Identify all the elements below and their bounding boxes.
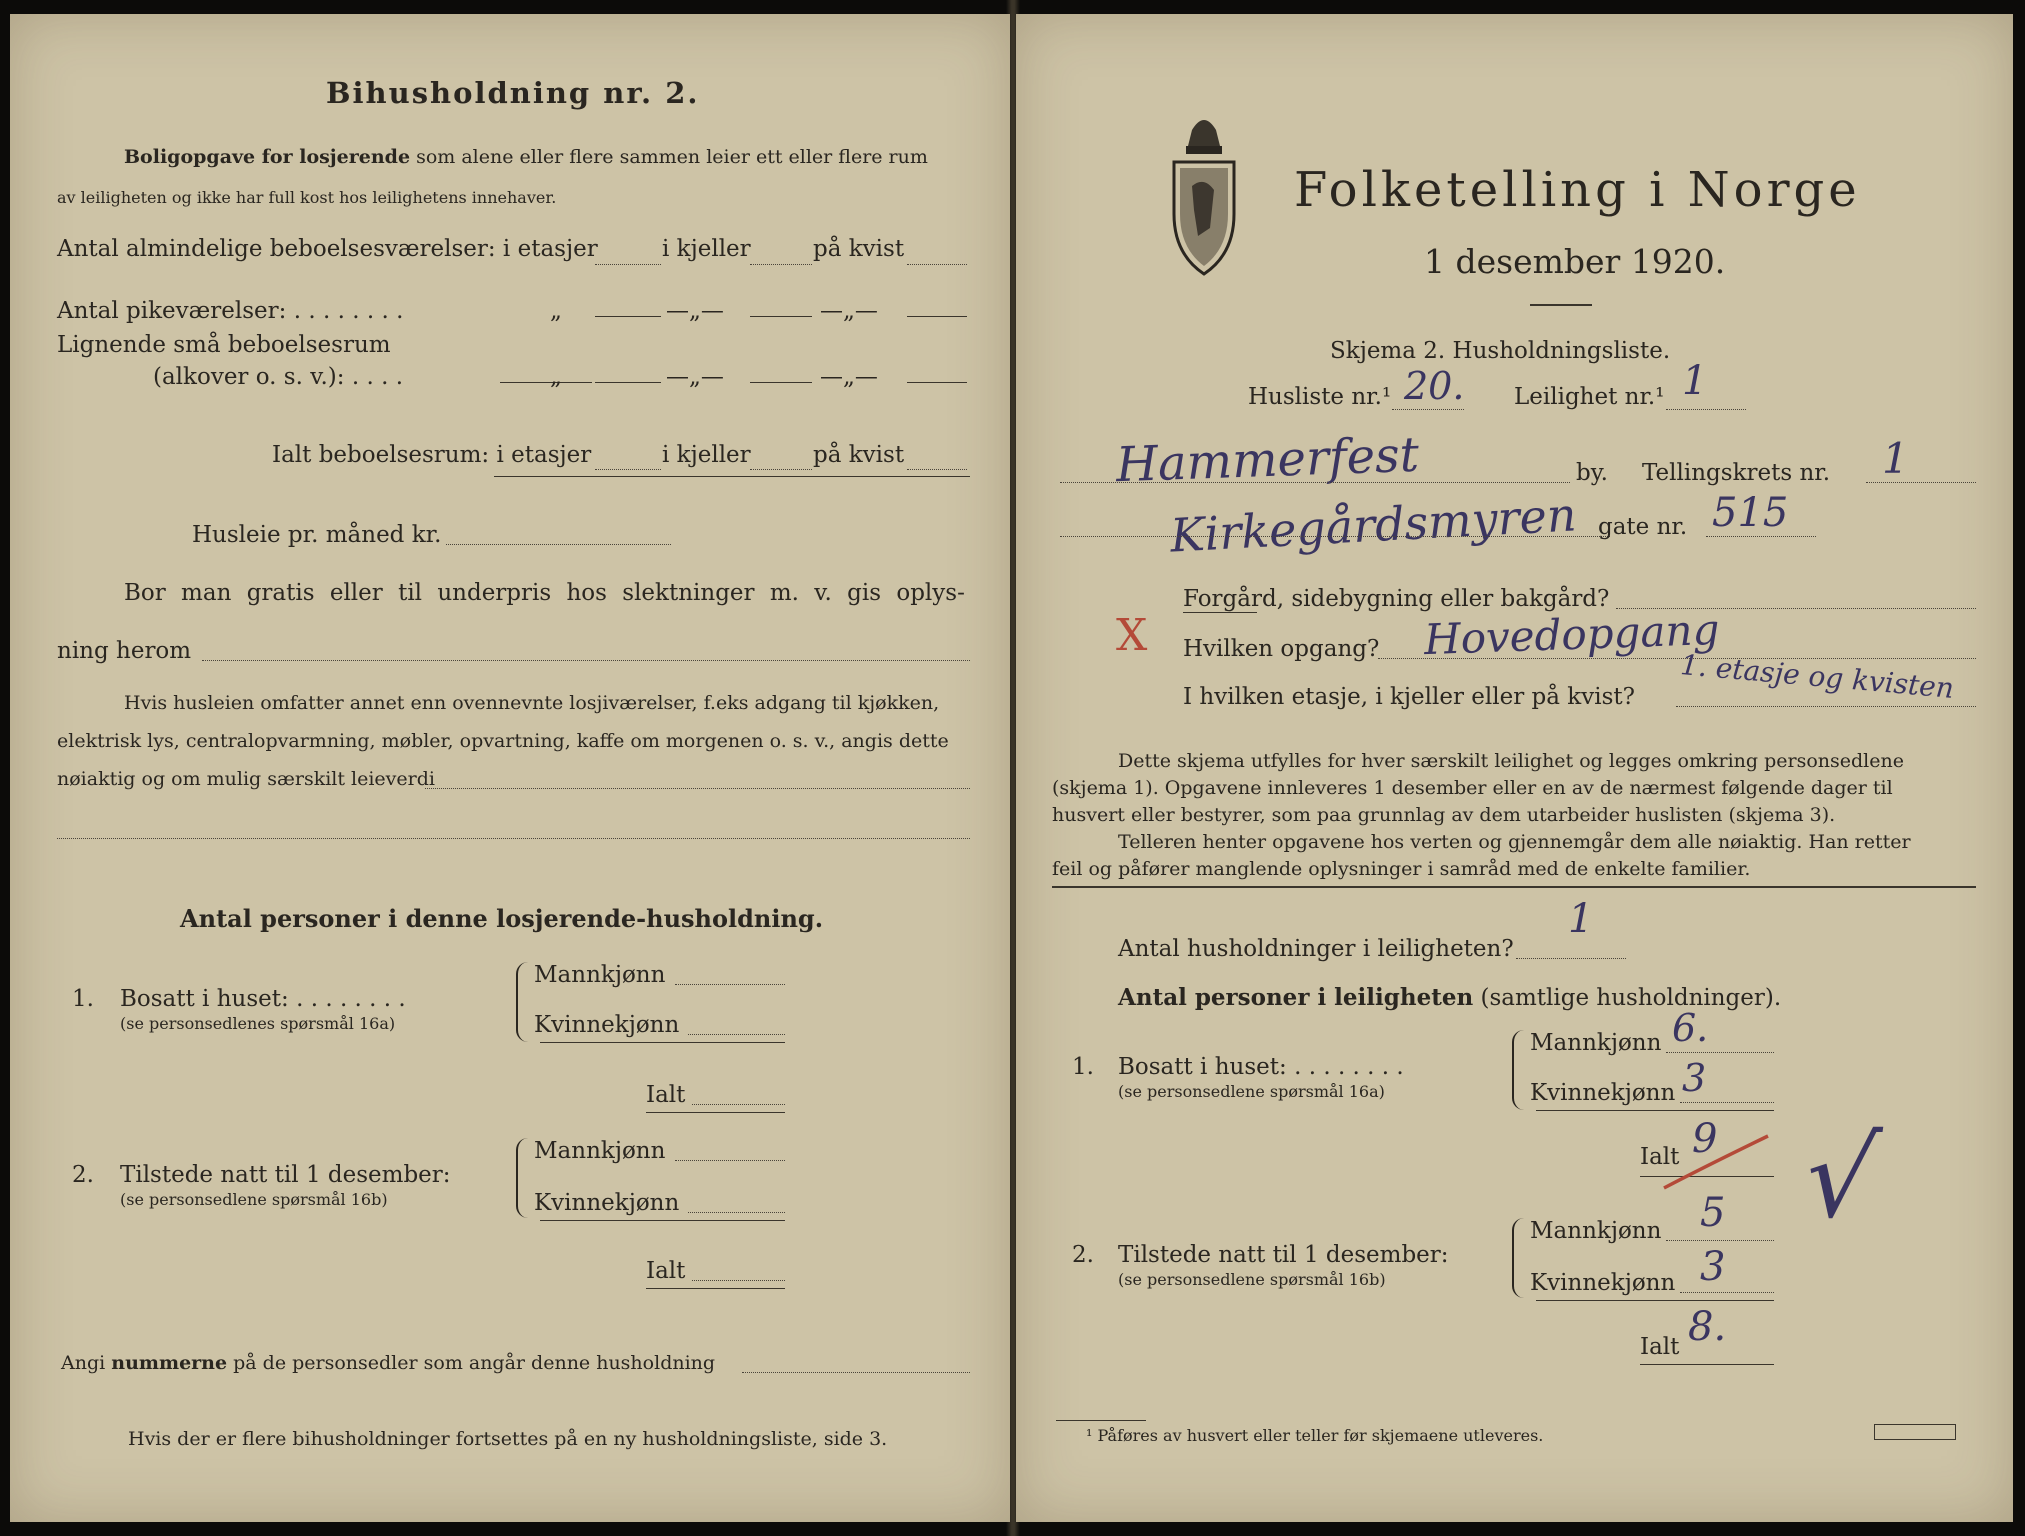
- left-antal-personer-heading: Antal personer i denne losjerende-husholdning.: [180, 904, 824, 933]
- hvis-para-3: nøiaktig og om mulig særskilt leieverdi: [57, 768, 435, 790]
- angi-field[interactable]: [742, 1372, 970, 1373]
- right-q1-kvinne-value: 3: [1682, 1056, 1707, 1100]
- angi-line: [61, 1352, 715, 1374]
- gate-nr-field[interactable]: [1706, 536, 1816, 537]
- left-q1-ialt-label: Ialt: [646, 1082, 686, 1108]
- right-q2-label: Tilstede natt til 1 desember:: [1118, 1242, 1449, 1268]
- right-q2-brace: [1512, 1218, 1524, 1298]
- extra-field[interactable]: [57, 838, 970, 839]
- forgaard-label: Forgård, sidebygning eller bakgård?: [1183, 586, 1610, 612]
- left-q1-sum-line: [540, 1042, 785, 1043]
- right-q1-num: 1.: [1072, 1054, 1094, 1080]
- instr-2: (skjema 1). Opgavene innleveres 1 desember eller en av de nærmest følgende dager til: [1052, 777, 1893, 799]
- by-field[interactable]: [1060, 482, 1570, 483]
- left-q2-kvinne-label: Kvinnekjønn: [534, 1190, 680, 1216]
- left-q1-ialt-field[interactable]: [692, 1104, 785, 1105]
- left-q1-mann-field[interactable]: [675, 984, 785, 985]
- left-q1-label: Bosatt i huset: . . . . . . . .: [120, 986, 406, 1012]
- husliste-label: Husliste nr.¹: [1248, 384, 1392, 410]
- right-q2-mann-value: 5: [1700, 1190, 1726, 1236]
- right-q2-kvinne-value: 3: [1700, 1244, 1726, 1290]
- census-date: 1 desember 1920.: [1424, 242, 1726, 281]
- right-q1-mann-label: Mannkjønn: [1530, 1030, 1662, 1056]
- ialt-etasjer-field[interactable]: [595, 469, 661, 470]
- right-q2-sub: (se personsedlene spørsmål 16b): [1118, 1270, 1386, 1289]
- intro-rest: som alene eller flere sammen leier ett eller flere rum: [410, 146, 928, 168]
- pike-kvist-field[interactable]: [907, 316, 967, 317]
- red-strikethrough-icon: [1656, 1126, 1776, 1196]
- tellingskrets-value: 1: [1882, 434, 1909, 483]
- opgang-value: Hovedopgang: [1423, 604, 1721, 665]
- right-q2-kvinne-field[interactable]: [1680, 1292, 1774, 1293]
- intro-bold: Boligopgave for losjerende: [124, 146, 411, 168]
- right-title: Folketelling i Norge: [1294, 162, 1861, 218]
- right-q2-mann-label: Mannkjønn: [1530, 1218, 1662, 1244]
- pike-etasjer-field[interactable]: [595, 316, 661, 317]
- ditto-dash: —„—: [666, 298, 724, 324]
- lignende-pre-field[interactable]: [500, 382, 592, 383]
- opgang-field[interactable]: [1378, 658, 1976, 659]
- right-page: [1016, 14, 2013, 1522]
- hvis-para-2: elektrisk lys, centralopvarmning, møbler, opvartning, kaffe om morgenen o. s. v., angis dette: [57, 730, 949, 752]
- intro-line-2: av leiligheten og ikke har full kost hos leilighetens innehaver.: [57, 188, 557, 207]
- right-q1-kvinne-field[interactable]: [1680, 1102, 1774, 1103]
- right-q1-mann-field[interactable]: [1666, 1052, 1774, 1053]
- ditto-dash: —„—: [666, 364, 724, 390]
- husleie-field[interactable]: [446, 544, 671, 545]
- i-kjeller-label: i kjeller: [662, 236, 751, 262]
- right-q2-kvinne-label: Kvinnekjønn: [1530, 1270, 1676, 1296]
- right-q1-label: Bosatt i huset: . . . . . . . .: [1118, 1054, 1404, 1080]
- instr-3: husvert eller bestyrer, som paa grunnlag av dem utarbeider huslisten (skjema 3).: [1052, 804, 1836, 826]
- lignende-kvist-field[interactable]: [907, 382, 967, 383]
- right-q1-kvinne-label: Kvinnekjønn: [1530, 1080, 1676, 1106]
- x-mark: X: [1116, 610, 1148, 661]
- left-title: Bihusholdning nr. 2.: [326, 76, 700, 110]
- right-q1-mann-value: 6.: [1672, 1006, 1709, 1050]
- left-q1-ialt-underline: [646, 1112, 785, 1113]
- tellingskrets-label: Tellingskrets nr.: [1642, 460, 1831, 486]
- right-q2-sum-line: [1536, 1300, 1774, 1301]
- ditto-mark: „: [550, 364, 562, 390]
- opgang-label: Hvilken opgang?: [1183, 636, 1380, 662]
- antal-hush-field[interactable]: [1516, 958, 1626, 959]
- angi-post: på de personsedler som angår denne husholdning: [227, 1352, 716, 1374]
- bor-man-line-2: ning herom: [57, 638, 192, 664]
- i-kjeller-label: i kjeller: [662, 442, 751, 468]
- left-q1-sub: (se personsedlenes spørsmål 16a): [120, 1014, 396, 1033]
- bor-man-line-1: Bor man gratis eller til underpris hos slektninger m. v. gis oplys-: [124, 580, 965, 606]
- instr-4: Telleren henter opgavene hos verten og gjennemgår dem alle nøiaktig. Han retter: [1118, 831, 1911, 853]
- by-value: Hammerfest: [1115, 426, 1420, 494]
- leilighet-value: 1: [1682, 358, 1708, 404]
- right-q1-ialt-value: 9: [1692, 1116, 1718, 1162]
- left-q2-sub: (se personsedlene spørsmål 16b): [120, 1190, 388, 1209]
- left-q2-label: Tilstede natt til 1 desember:: [120, 1162, 451, 1188]
- pike-kjeller-field[interactable]: [750, 316, 812, 317]
- left-q2-mann-label: Mannkjønn: [534, 1138, 666, 1164]
- husliste-value: 20.: [1404, 364, 1465, 408]
- hvis-para-1: Hvis husleien omfatter annet enn ovennevnte losjiværelser, f.eks adgang til kjøkken,: [124, 692, 940, 714]
- angi-bold: nummerne: [111, 1352, 228, 1374]
- right-antal-personer-rest: (samtlige husholdninger).: [1473, 985, 1782, 1011]
- gate-value: Kirkegårdsmyren: [1168, 487, 1578, 563]
- lignende-etasjer-field[interactable]: [595, 382, 661, 383]
- left-footer: Hvis der er flere bihusholdninger fortsettes på en ny husholdningsliste, side 3.: [128, 1428, 888, 1450]
- right-q2-num: 2.: [1072, 1242, 1094, 1268]
- ialt-kvist-field[interactable]: [907, 469, 967, 470]
- left-q1-brace: [516, 962, 528, 1042]
- right-q2-ialt-underline: [1640, 1364, 1774, 1365]
- ditto-dash: —„—: [820, 364, 878, 390]
- husliste-field[interactable]: [1392, 409, 1464, 410]
- kvist-field[interactable]: [907, 264, 967, 265]
- right-q1-sub: (se personsedlene spørsmål 16a): [1118, 1082, 1385, 1101]
- left-q1-num: 1.: [72, 986, 94, 1012]
- ditto-dash: —„—: [820, 298, 878, 324]
- antal-hush-label: Antal husholdninger i leiligheten?: [1118, 936, 1514, 962]
- leilighet-field[interactable]: [1666, 409, 1746, 410]
- right-antal-personer-bold: Antal personer i leiligheten: [1118, 984, 1474, 1011]
- instr-5: feil og påfører manglende oplysninger i samråd med de enkelte familier.: [1052, 858, 1751, 880]
- printer-stamp: [1874, 1424, 1956, 1440]
- kjeller-field[interactable]: [750, 264, 812, 265]
- etasje-value: 1. etasje og kvisten: [1679, 648, 1956, 705]
- leieverdi-field[interactable]: [425, 788, 970, 789]
- left-q2-sum-line: [540, 1220, 785, 1221]
- ialt-underline: [494, 476, 970, 477]
- intro-line-1: [124, 146, 928, 168]
- row-lignende-label-2: (alkover o. s. v.): . . . .: [153, 364, 404, 390]
- ialt-kjeller-field[interactable]: [750, 469, 812, 470]
- gate-nr-value: 515: [1712, 490, 1789, 536]
- angi-pre: Angi: [61, 1352, 112, 1374]
- left-q1-kvinne-field[interactable]: [688, 1034, 785, 1035]
- skjema-label: Skjema 2. Husholdningsliste.: [1330, 338, 1671, 364]
- instructions-rule: [1052, 886, 1976, 888]
- left-q2-ialt-field[interactable]: [692, 1280, 785, 1281]
- paa-kvist-label: på kvist: [813, 236, 905, 262]
- right-q2-mann-field[interactable]: [1666, 1240, 1774, 1241]
- gate-label: gate nr.: [1598, 514, 1688, 540]
- etasje-field[interactable]: [1676, 706, 1976, 707]
- ditto-mark: „: [550, 298, 562, 324]
- footnote: ¹ Påføres av husvert eller teller før skjemaene utleveres.: [1086, 1426, 1544, 1445]
- tellingskrets-field[interactable]: [1866, 482, 1976, 483]
- instr-1: Dette skjema utfylles for hver særskilt leilighet og legges omkring personsedlene: [1118, 750, 1904, 772]
- right-q2-ialt-label: Ialt: [1640, 1334, 1680, 1360]
- etasjer-field[interactable]: [595, 264, 661, 265]
- left-q1-kvinne-label: Kvinnekjønn: [534, 1012, 680, 1038]
- check-mark: √: [1797, 1114, 1886, 1242]
- bor-man-field[interactable]: [202, 660, 970, 661]
- gate-field[interactable]: [1060, 536, 1610, 537]
- footnote-rule: [1056, 1420, 1146, 1421]
- row-almindelige-label: Antal almindelige beboelsesværelser: i etasjer: [57, 236, 598, 262]
- coat-of-arms-icon: [1168, 110, 1240, 280]
- by-label: by.: [1576, 460, 1608, 486]
- right-q1-ialt-label: Ialt: [1640, 1144, 1680, 1170]
- lignende-kjeller-field[interactable]: [750, 382, 812, 383]
- ialt-beboelsesrum-label: Ialt beboelsesrum: i etasjer: [272, 442, 592, 468]
- husleie-label: Husleie pr. måned kr.: [192, 522, 442, 548]
- left-q2-mann-field[interactable]: [675, 1160, 785, 1161]
- right-q1-brace: [1512, 1030, 1524, 1110]
- row-pike-label: Antal pikeværelser: . . . . . . . .: [57, 298, 404, 324]
- left-q2-ialt-underline: [646, 1288, 785, 1289]
- forgaard-underline: [1183, 612, 1257, 613]
- leilighet-label: Leilighet nr.¹: [1514, 384, 1665, 410]
- left-q2-num: 2.: [72, 1162, 94, 1188]
- paa-kvist-label: på kvist: [813, 442, 905, 468]
- left-q2-ialt-label: Ialt: [646, 1258, 686, 1284]
- left-page: [10, 14, 1010, 1522]
- left-q1-mann-label: Mannkjønn: [534, 962, 666, 988]
- left-q2-kvinne-field[interactable]: [688, 1212, 785, 1213]
- right-q1-sum-line: [1536, 1110, 1774, 1111]
- right-q2-ialt-value: 8.: [1688, 1304, 1727, 1350]
- row-lignende-label-1: Lignende små beboelsesrum: [57, 332, 391, 358]
- title-rule: [1530, 304, 1592, 306]
- antal-hush-value: 1: [1568, 896, 1594, 942]
- etasje-label: I hvilken etasje, i kjeller eller på kvist?: [1183, 684, 1635, 710]
- left-q2-brace: [516, 1138, 528, 1218]
